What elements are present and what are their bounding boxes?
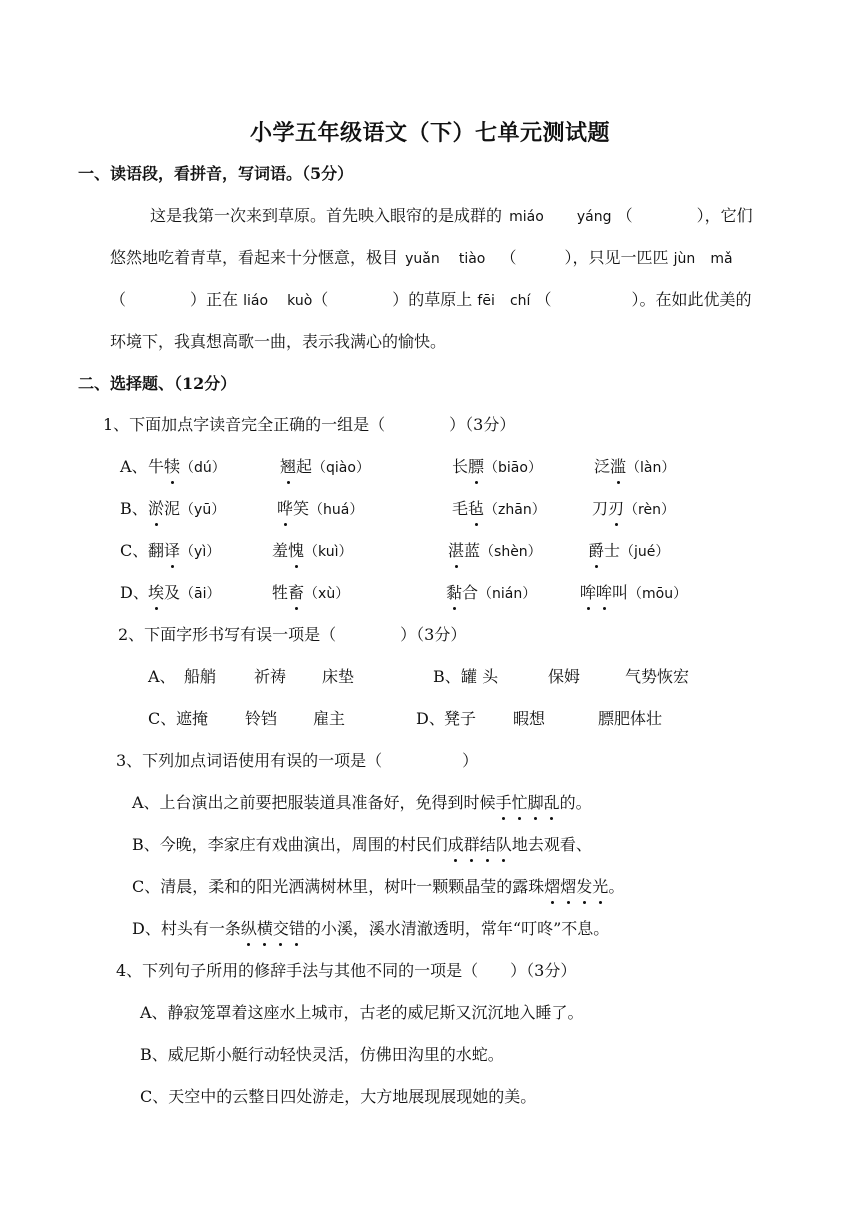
q3-option-a: A、上台演出之前要把服装道具准备好，免得到时候手忙脚乱的。 [132,793,592,812]
passage-text: 这是我第一次来到草原。首先映入眼帘的是成群的 [150,206,503,225]
q1-option-a-item-3: 长膘（biāo） [452,457,542,476]
q1-option-d-item-4: 哞哞叫（mōu） [580,583,688,602]
pinyin: jùn [673,251,696,267]
q3-option-d: D、村头有一条纵横交错的小溪，溪水清澈透明，常年“叮咚”不息。 [132,919,610,938]
emphasis-char: 交 [272,919,289,938]
q1-option-a-label: A、 [120,457,148,476]
q2-option-d-label: D、 [416,709,445,728]
passage-line-1 [150,205,753,228]
emphasis-char: 横 [256,919,273,938]
dotted-phrase [448,835,512,854]
emphasis-char: 手 [495,793,512,812]
q1-option-d-item-3: 黏合（nián） [446,583,537,602]
passage-text: ，只见一匹匹 [572,248,669,267]
passage-line-4: 环境下，我真想高歌一曲，表示我满心的愉快。 [110,332,447,351]
passage-text: 的草原上 [408,290,473,309]
emphasis-char: 忙 [511,793,528,812]
passage-text: 悠然地吃着青草，看起来十分惬意，极目 [110,248,399,267]
emphasis-char: 群 [463,835,480,854]
passage-text: ，它们 [704,206,753,225]
pinyin: miáo [509,209,544,225]
q2-word: 铃铛 [245,709,278,728]
answer-blank[interactable]: （ ） [535,290,640,309]
dotted-phrase [496,793,560,812]
passage-text: 。在如此优美的 [639,290,752,309]
section-1-heading: 一、读语段，看拼音，写词语。（5分） [78,164,354,183]
q3-option-c: C、清晨，柔和的阳光洒满树林里，树叶一颗颗晶莹的露珠熠熠发光。 [132,877,625,896]
q1-option-a-item-1: 牛犊（dú） [148,457,226,476]
q2-word: 暇想 [513,709,546,728]
q2-word: 船艄 [184,667,217,686]
q1-option-d-item-1: 埃及（āi） [148,583,221,602]
q1-option-c-item-2: 羞愧（kuì） [272,541,353,560]
emphasis-char: 熠 [560,877,577,896]
question-3-stem: 3、下列加点词语使用有误的一项是（ ） [116,751,479,770]
emphasis-char: 纵 [240,919,257,938]
pinyin: kuò [287,293,313,309]
dotted-phrase [241,919,305,938]
q4-option-b: B、威尼斯小艇行动轻快灵活，仿佛田沟里的水蛇。 [140,1045,504,1064]
emphasis-char: 结 [479,835,496,854]
q3-option-b: B、今晚，李家庄有戏曲演出，周围的村民们成群结队地去观看、 [132,835,592,854]
dotted-phrase [544,877,608,896]
pinyin: liáo [243,293,269,309]
q1-option-c-item-4: 爵士（jué） [588,541,670,560]
q1-option-a-item-2: 翘起（qiào） [280,457,370,476]
pinyin: tiào [458,251,486,267]
emphasis-char: 错 [288,919,305,938]
page-title: 小学五年级语文（下）七单元测试题 [249,120,610,146]
emphasis-char: 熠 [544,877,561,896]
q2-word: 气势恢宏 [625,667,690,686]
q2-word: 膘肥体壮 [598,709,663,728]
q2-word: 凳子 [444,709,477,728]
emphasis-char: 光 [592,877,609,896]
q1-option-b-label: B、 [120,499,148,518]
q1-option-b-item-2: 哗笑（huá） [277,499,364,518]
q1-option-d-item-2: 牲畜（xù） [272,583,350,602]
q2-word: 保姆 [548,667,581,686]
q1-option-d-label: D、 [120,583,149,602]
q1-option-b-item-4: 刀刃（rèn） [592,499,675,518]
emphasis-char: 发 [576,877,593,896]
pinyin: yáng [576,209,612,225]
q1-option-b-item-1: 淤泥（yū） [148,499,226,518]
q1-option-a-item-4: 泛滥（làn） [594,457,676,476]
q2-word: 雇主 [313,709,346,728]
question-4-stem: 4、下列句子所用的修辞手法与其他不同的一项是（ ）（3分） [116,961,577,980]
answer-blank[interactable]: （ ） [616,206,705,225]
q2-option-c-label: C、 [148,709,177,728]
q2-word: 祈祷 [254,667,287,686]
q4-option-a: A、静寂笼罩着这座水上城市，古老的威尼斯又沉沉地入睡了。 [140,1003,584,1022]
q4-option-c: C、天空中的云整日四处游走，大方地展现展现她的美。 [140,1087,537,1106]
answer-blank[interactable]: （ ） [312,290,409,309]
q2-option-b-label: B、 [433,667,461,686]
q2-word: 床垫 [322,667,355,686]
pinyin: chí [509,293,531,309]
section-2-heading: 二、选择题、（12分） [78,374,237,393]
q2-word: 罐 头 [461,667,499,686]
q2-option-a-label: A、 [148,667,176,686]
q1-option-b-item-3: 毛毡（zhān） [452,499,546,518]
emphasis-char: 脚 [527,793,544,812]
q2-word: 遮掩 [176,709,209,728]
answer-blank[interactable]: （ ） [500,248,573,267]
q1-option-c-label: C、 [120,541,149,560]
q1-option-c-item-3: 湛蓝（shèn） [448,541,542,560]
passage-line-2 [110,247,733,270]
pinyin: fēi [477,293,495,309]
passage-line-3 [110,289,752,312]
pinyin: mǎ [710,251,733,267]
pinyin: yuǎn [405,251,440,267]
emphasis-char: 成 [447,835,464,854]
question-1-stem: 1、下面加点字读音完全正确的一组是（ ）（3分） [103,415,516,434]
q1-option-c-item-1: 翻译（yì） [148,541,221,560]
answer-blank[interactable]: （ ） [110,290,207,309]
emphasis-char: 乱 [543,793,560,812]
emphasis-char: 队 [495,835,512,854]
question-2-stem: 2、下面字形书写有误一项是（ ）（3分） [118,625,467,644]
passage-text: 正在 [206,290,239,309]
